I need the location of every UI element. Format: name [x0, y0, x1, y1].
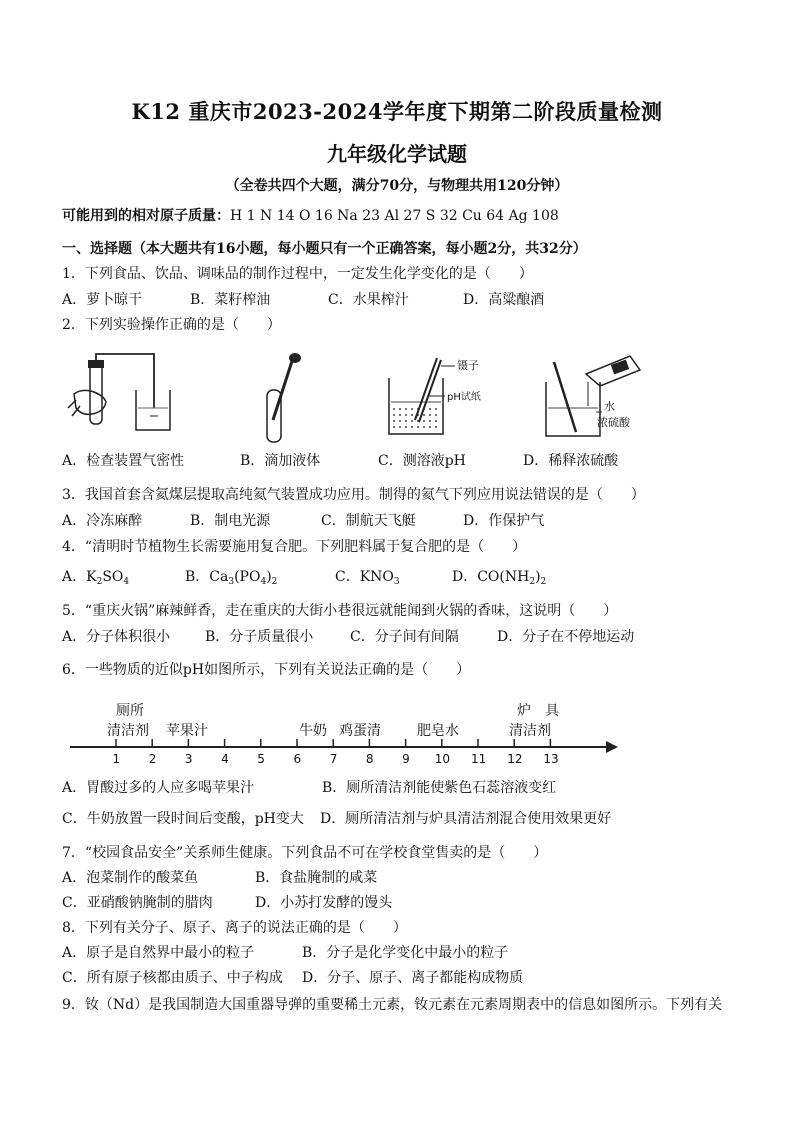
- q8-option-a: A．原子是自然界中最小的粒子: [62, 945, 255, 961]
- q2-option-c: C．测溶液pH: [378, 453, 466, 469]
- dilute-acid-figure: [540, 352, 650, 442]
- q6-stem: 6．一些物质的近似pH如图所示，下列有关说法正确的是（ ）: [62, 662, 471, 678]
- q2-option-a: A．检查装置气密性: [62, 453, 185, 469]
- q3-option-c: C．制航天飞艇: [321, 513, 416, 529]
- tweezers-label: 镊子: [457, 359, 479, 372]
- q8-option-d: D．分子、原子、离子都能构成物质: [302, 970, 524, 986]
- q5-option-b: B．分子质量很小: [205, 629, 314, 645]
- q5-option-d: D．分子在不停地运动: [497, 629, 635, 645]
- label-oven-2: 清洁剂: [509, 723, 551, 739]
- q7-option-d: D．小苏打发酵的馒头: [255, 895, 393, 911]
- q1-stem: 1．下列食品、饮品、调味品的制作过程中，一定发生化学变化的是（ ）: [62, 266, 533, 282]
- q2-option-b: B．滴加液体: [240, 453, 321, 469]
- atomic-mass-values: H 1 N 14 O 16 Na 23 Al 27 S 32 Cu 64 Ag 108: [230, 208, 559, 224]
- q6-option-a: A．胃酸过多的人应多喝苹果汁: [62, 780, 255, 796]
- q3-stem: 3．我国首套含氦煤层提取高纯氦气装置成功应用。制得的氦气下列应用说法错误的是（ ）: [62, 487, 645, 503]
- q4-option-c: C．$KNO_3$: [335, 569, 400, 587]
- q3-option-b: B．制电光源: [190, 513, 271, 529]
- ph-tick-label-13: 13: [543, 752, 559, 766]
- q6-option-b: B．厕所清洁剂能使紫色石蕊溶液变红: [322, 780, 557, 796]
- q5-stem: 5．“重庆火锅”麻辣鲜香，走在重庆的大街小巷很远就能闻到火锅的香味，这说明（ ）: [62, 603, 618, 619]
- q8-option-c: C．所有原子核都由质子、中子构成: [62, 970, 283, 986]
- label-soap-water: 肥皂水: [417, 723, 459, 739]
- q4-stem: 4．“清明时节植物生长需要施用复合肥。下列肥料属于复合肥的是（ ）: [62, 539, 527, 555]
- label-oven-1: 炉 具: [517, 703, 559, 719]
- q7-stem: 7．“校园食品安全”关系师生健康。下列食品不可在学校食堂售卖的是（ ）: [62, 845, 548, 861]
- ph-tick-label-2: 2: [148, 752, 157, 766]
- ph-test-figure: [385, 352, 505, 442]
- ph-tick-label-6: 6: [293, 752, 302, 766]
- ph-tick-label-7: 7: [329, 752, 338, 766]
- airtightness-check-figure: [62, 350, 182, 440]
- label-egg-white: 鸡蛋清: [339, 723, 381, 739]
- label-apple-juice: 苹果汁: [166, 723, 208, 739]
- ph-tick-label-10: 10: [434, 752, 451, 766]
- ph-tick-label-5: 5: [257, 752, 265, 766]
- q4-option-d: D．$CO(NH_2)_2$: [452, 569, 547, 587]
- atomic-mass-line: [62, 207, 559, 225]
- exam-title: K12 重庆市2023-2024学年度下期第二阶段质量检测: [131, 99, 663, 124]
- label-toilet-1: 厕所: [116, 703, 144, 719]
- conc-acid-label: 浓硫酸: [597, 416, 630, 429]
- q3-option-d: D．作保护气: [463, 513, 545, 529]
- ph-tick-label-9: 9: [402, 752, 410, 766]
- q1-option-a: A．萝卜晾干: [62, 292, 143, 308]
- water-label: 水: [604, 400, 615, 413]
- q8-option-b: B．分子是化学变化中最小的粒子: [302, 945, 509, 961]
- q4-option-a: A．$K_2SO_4$: [62, 569, 130, 587]
- label-toilet-2: 清洁剂: [107, 723, 149, 739]
- q7-option-a: A．泡菜制作的酸菜鱼: [62, 870, 199, 886]
- atomic-mass-label: 可能用到的相对原子质量：: [62, 208, 230, 224]
- q1-option-c: C．水果榨汁: [328, 292, 409, 308]
- q4-option-b: B．$Ca_3(PO_4)_2$: [185, 569, 278, 587]
- ph-tick-label-1: 1: [112, 752, 121, 766]
- ph-tick-label-3: 3: [184, 752, 193, 766]
- q6-option-c: C．牛奶放置一段时间后变酸，pH变大: [62, 811, 304, 827]
- dropper-figure: [245, 350, 315, 445]
- q1-option-d: D．高粱酿酒: [463, 292, 545, 308]
- ph-tick-label-11: 11: [471, 752, 487, 766]
- exam-subtitle: 九年级化学试题: [327, 142, 467, 166]
- q7-option-c: C．亚硝酸钠腌制的腊肉: [62, 895, 213, 911]
- q9-stem: 9．钕（Nd）是我国制造大国重器导弹的重要稀土元素，钕元素在元素周期表中的信息如图所示。下列有关: [62, 997, 723, 1013]
- ph-tick-label-8: 8: [365, 752, 374, 766]
- exam-note: （全卷共四个大题，满分70分，与物理共用120分钟）: [225, 178, 569, 194]
- q6-option-d: D．厕所清洁剂与炉具清洁剂混合使用效果更好: [320, 811, 612, 827]
- q5-option-a: A．分子体积很小: [62, 629, 171, 645]
- q3-option-a: A．冷冻麻醉: [62, 513, 143, 529]
- ph-paper-label: pH试纸: [447, 392, 481, 403]
- q1-option-b: B．菜籽榨油: [190, 292, 271, 308]
- ph-tick-label-4: 4: [221, 752, 229, 766]
- ph-tick-label-12: 12: [507, 752, 523, 766]
- q7-option-b: B．食盐腌制的咸菜: [255, 870, 378, 886]
- section1-heading: 一、选择题（本大题共有16小题，每小题只有一个正确答案，每小题2分，共32分）: [62, 241, 587, 257]
- q2-option-d: D．稀释浓硫酸: [523, 453, 619, 469]
- label-milk: 牛奶: [299, 723, 327, 739]
- q8-stem: 8．下列有关分子、原子、离子的说法正确的是（ ）: [62, 920, 407, 936]
- q5-option-c: C．分子间有间隔: [350, 629, 459, 645]
- q2-stem: 2．下列实验操作正确的是（ ）: [62, 317, 281, 333]
